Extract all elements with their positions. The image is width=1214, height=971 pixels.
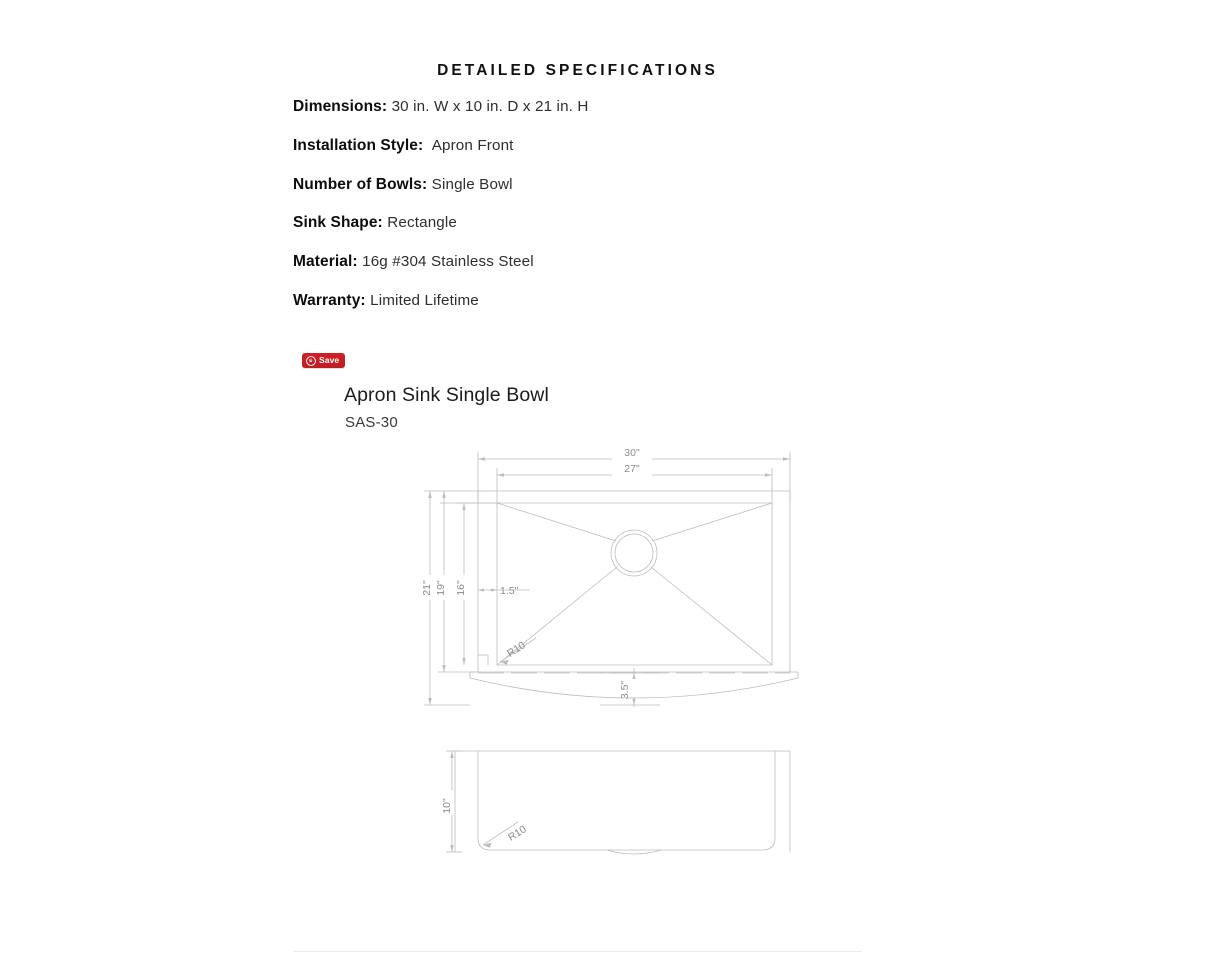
product-sku: SAS-30: [345, 414, 398, 431]
spec-row-sink-shape: [293, 215, 893, 254]
dim-bowl-height: 10": [441, 798, 453, 814]
product-name: Apron Sink Single Bowl: [344, 384, 549, 406]
spec-row-number-of-bowls: [293, 177, 893, 216]
dim-overall-width: 30": [624, 447, 640, 459]
footer-divider: [293, 951, 862, 952]
pinterest-save-label: Save: [319, 355, 340, 366]
dim-corner-radius-top: R10: [505, 639, 528, 660]
spec-label: Installation Style:: [293, 136, 424, 154]
pinterest-icon: [306, 356, 316, 366]
spec-row-warranty: [293, 293, 893, 332]
spec-row-installation-style: [293, 138, 893, 177]
spec-label: Warranty:: [293, 291, 366, 309]
dim-rim-depth: 19": [435, 580, 447, 596]
spec-value: Single Bowl: [431, 175, 513, 193]
spec-label: Sink Shape:: [293, 214, 383, 232]
spec-label: Number of Bowls:: [293, 175, 428, 193]
spec-value: Limited Lifetime: [370, 291, 479, 309]
spec-value: Apron Front: [431, 136, 514, 154]
spec-label: Material:: [293, 253, 358, 271]
dim-rim-offset: 1.5": [500, 585, 519, 597]
specifications-list: [293, 99, 893, 332]
dim-bowl-depth: 16": [455, 580, 467, 596]
dim-bowl-width: 27": [624, 463, 640, 475]
page-title: DETAILED SPECIFICATIONS: [437, 62, 718, 79]
pinterest-save-button[interactable]: [302, 353, 345, 368]
spec-row-dimensions: [293, 99, 893, 138]
dim-overall-depth: 21": [421, 580, 433, 596]
spec-value: 16g #304 Stainless Steel: [362, 253, 534, 271]
spec-value: 30 in. W x 10 in. D x 21 in. H: [391, 98, 589, 115]
spec-label: Dimensions:: [293, 98, 388, 115]
dim-corner-radius-elevation: R10: [506, 823, 529, 844]
spec-row-material: [293, 254, 893, 293]
dim-apron-drop: 3.5": [619, 680, 631, 700]
spec-value: Rectangle: [387, 214, 458, 232]
